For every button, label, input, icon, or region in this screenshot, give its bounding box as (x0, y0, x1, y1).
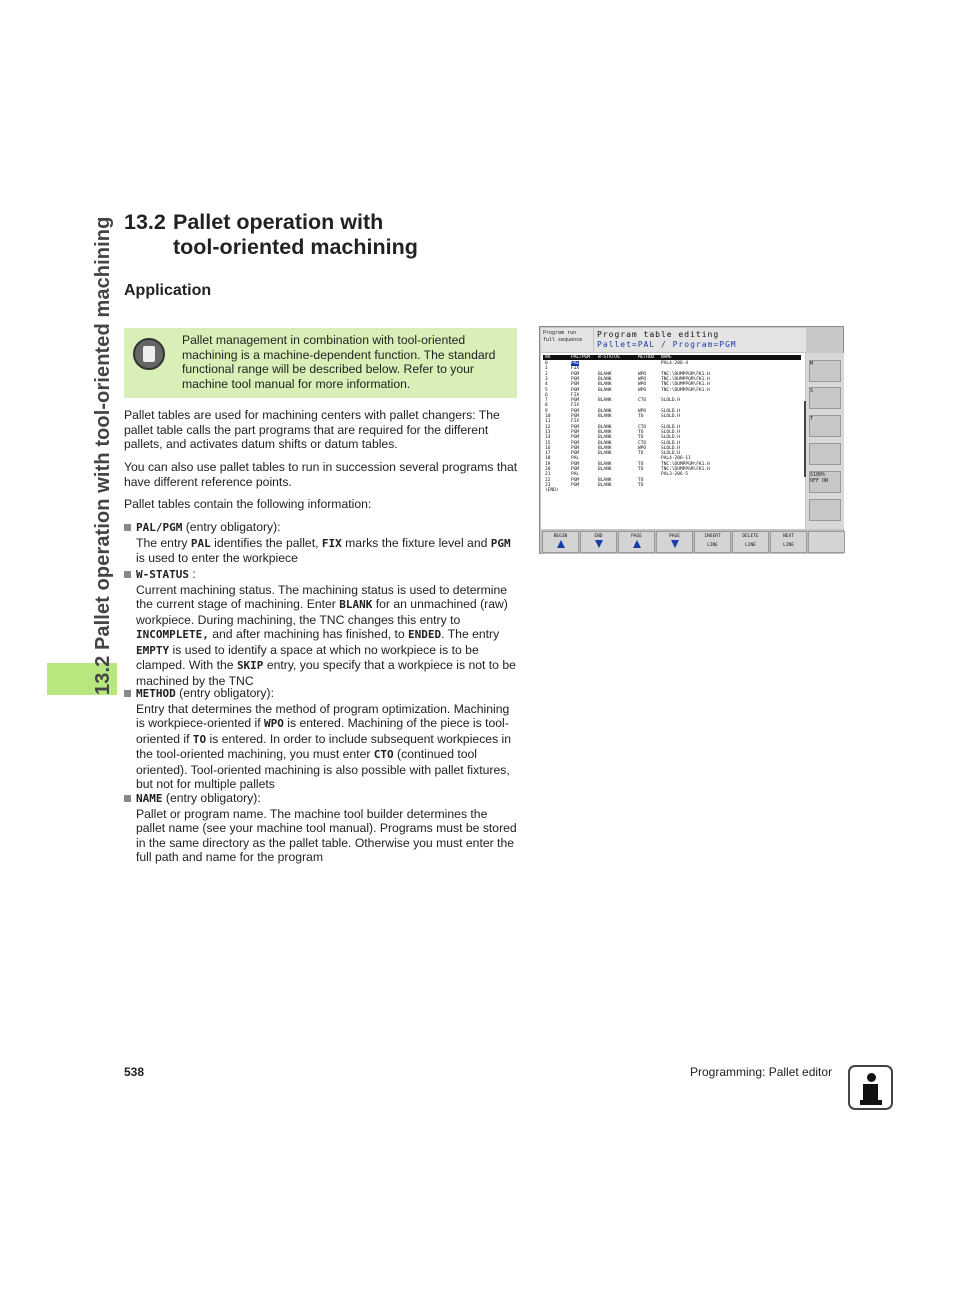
table-cell: BLANK (598, 371, 612, 377)
plus-icon[interactable] (809, 443, 841, 465)
table-cell: (END) (545, 488, 559, 494)
table-cell: METHOD (638, 355, 655, 360)
s-function-button[interactable]: S (809, 387, 841, 409)
table-cell: BLANK (598, 429, 612, 435)
table-cell: BLANK (598, 376, 612, 382)
table-cell: TO (638, 461, 644, 467)
table-cell: 2 (545, 371, 548, 377)
table-cell: BLANK (598, 477, 612, 483)
table-cell: TO (638, 429, 644, 435)
m-function-button[interactable]: M (809, 360, 841, 382)
softkey-end[interactable] (580, 531, 617, 553)
subheading: Application (124, 282, 212, 299)
table-cell: 21 (545, 472, 551, 478)
t-function-button[interactable]: T (809, 415, 841, 437)
bullet-square-icon (124, 571, 131, 578)
softkey-label: PAGE (631, 534, 642, 539)
note-box (124, 328, 517, 398)
softkey-insert-line[interactable] (694, 531, 731, 553)
table-cell: PGM (571, 477, 580, 483)
table-cell: 1 (545, 366, 548, 372)
heading-line2: tool-oriented machining (173, 235, 418, 259)
table-cell: PAL (571, 456, 580, 462)
table-cell: SLOLD.H (661, 424, 680, 430)
softkey-label: LINE (707, 543, 718, 548)
bullet-square-icon (124, 690, 131, 697)
table-cell: 6 (545, 392, 548, 398)
table-cell: 3 (545, 376, 548, 382)
table-cell: TO (638, 435, 644, 441)
table-cell: FIX (571, 392, 580, 398)
table-cell: TO (638, 477, 644, 483)
table-cell: BLANK (598, 398, 612, 404)
table-cell: 8 (545, 403, 548, 409)
table-cell: PAL/PGM (571, 355, 590, 360)
table-cell: WPO (638, 371, 647, 377)
table-cell: WPO (638, 376, 647, 382)
bullet-square-icon (124, 524, 131, 531)
paragraph-1: Pallet tables are used for machining centers with pallet changers: The pallet table calls the part programs that are required for the different pallets, and activates datum shifts or datum tables. (124, 408, 500, 451)
table-cell: PAL (571, 472, 580, 478)
softkey-begin[interactable] (542, 531, 579, 553)
table-cell: PGM (571, 482, 580, 488)
pallet-table (541, 353, 805, 529)
paragraph-2: You can also use pallet tables to run in succession several programs that have different reference points. (124, 460, 518, 489)
section-heading (124, 210, 418, 260)
table-cell: WPO (638, 445, 647, 451)
table-cell: 23 (545, 482, 551, 488)
paragraph-3: Pallet tables contain the following information: (124, 497, 372, 511)
table-cell: 20 (545, 467, 551, 472)
table-cell: NAME (661, 355, 672, 360)
table-cell: PGM (571, 371, 580, 377)
table-cell: 11 (545, 419, 551, 425)
table-cell: BLANK (598, 435, 612, 441)
table-cell: SLOLD.H (661, 414, 680, 419)
arrow-up-icon (557, 540, 565, 548)
table-cell: TNC:\DUMPPGM\FK1.H (661, 371, 710, 377)
note-text: Pallet management in combination with tool-oriented machining is a machine-dependent function. The standard functional range will be described below. Refer to your machine tool manual for more information. (182, 333, 496, 391)
table-cell: TNC:\DUMPPGM\FK1.H (661, 376, 710, 382)
table-cell: 12 (545, 424, 551, 430)
softkey-label: END (594, 534, 603, 539)
table-cell: FIX (571, 366, 580, 372)
table-header-row (543, 355, 801, 360)
table-cell: TNC:\DUMPPGM\FK1.H (661, 387, 710, 393)
tnc-screenshot (539, 326, 844, 554)
minus-icon[interactable] (809, 499, 841, 521)
softkey-page[interactable] (656, 531, 693, 553)
table-cell: BLANK (598, 424, 612, 430)
softkey-bar (541, 530, 844, 554)
table-cell: BLANK (598, 482, 612, 488)
softkey-label: LINE (745, 543, 756, 548)
table-cell: PGM (571, 414, 580, 419)
bullet-method: METHOD (entry obligatory): Entry that determines the method of program optimization. Machining is workpiece-oriented if WPO is entered. Machining of the piece is tool-oriented if TO is entered. In order to include subsequent workpieces in the tool-oriented machining, you must enter CTO (continued tool oriented). Tool-oriented machining is also possible with pallet fixtures, but not for multiple pallets (124, 686, 519, 792)
table-cell: 4 (545, 382, 548, 388)
table-cell: FIX (571, 419, 580, 425)
screen-mode: Program run full sequence (541, 328, 593, 352)
table-cell: 9 (545, 408, 548, 414)
table-cell: PGM (571, 382, 580, 388)
table-cell: TO (638, 467, 644, 472)
table-cell: TNC:\DUMPPGM\FK1.H (661, 467, 710, 472)
bullet-pal-pgm: PAL/PGM (entry obligatory): The entry PAL identifies the pallet, FIX marks the fixture level and PGM is used to enter the workpiece (124, 520, 519, 566)
table-cell: PAL3-206-5 (661, 472, 689, 478)
table-cell: CTO (638, 440, 647, 446)
arrow-up-icon (633, 540, 641, 548)
table-cell: WPO (638, 382, 647, 388)
table-cell: PAL4-206-11 (661, 456, 691, 462)
table-cell: BLANK (598, 440, 612, 446)
table-cell: PGM (571, 429, 580, 435)
table-cell: 22 (545, 477, 551, 483)
table-cell: SLOLD.H (661, 408, 680, 414)
table-cell: BLANK (598, 408, 612, 414)
table-cell: BLANK (598, 387, 612, 393)
softkey-label: PAGE (669, 534, 680, 539)
table-cell: TNC:\DUMPPGM\FK1.H (661, 382, 710, 388)
table-cell: 0 (545, 361, 548, 366)
screen-right-softkeys (806, 353, 844, 529)
table-cell: BLANK (598, 445, 612, 451)
table-cell: TNC:\DUMPPGM\FK1.H (661, 461, 710, 467)
table-cell: 19 (545, 461, 551, 467)
table-cell: PGM (571, 408, 580, 414)
table-cell: NR (545, 355, 551, 360)
table-cell: BLANK (598, 461, 612, 467)
spindle-override-button[interactable]: S100% OFF ON (809, 471, 841, 493)
table-cell: CTO (638, 398, 647, 404)
table-cell: BLANK (598, 451, 612, 457)
table-cell: 15 (545, 440, 551, 446)
softkey-label: NEXT (783, 534, 794, 539)
table-cell: PGM (571, 445, 580, 451)
table-cell: W-STATUS (598, 355, 620, 360)
bullet-square-icon (124, 795, 131, 802)
table-cell: 18 (545, 456, 551, 462)
table-cell: FIX (571, 403, 580, 409)
table-cell: PGM (571, 435, 580, 441)
table-cell: PAL4-206-4 (661, 361, 689, 366)
softkey-delete-line[interactable] (732, 531, 769, 553)
arrow-down-icon (595, 540, 603, 548)
table-cell: SLOLD.H (661, 451, 680, 457)
table-cell: 16 (545, 445, 551, 451)
table-cell: SLOLD.H (661, 440, 680, 446)
softkey-label: LINE (783, 543, 794, 548)
table-cell: 13 (545, 429, 551, 435)
table-cell: CTO (638, 424, 647, 430)
screen-header: Program table editing Pallet=PAL / Program=PGM (594, 328, 806, 352)
table-cell: 17 (545, 451, 551, 457)
bullet-name: NAME (entry obligatory): Pallet or program name. The machine tool builder determines the pallet name (see your machine tool manual). Programs must be stored in the same directory as the pallet table. Otherwise you must enter the full path and name for the program (124, 791, 519, 865)
table-cell: TO (638, 482, 644, 488)
arrow-down-icon (671, 540, 679, 548)
table-cell: PAL (571, 361, 580, 366)
table-cell: PGM (571, 461, 580, 467)
table-cell: PGM (571, 424, 580, 430)
table-cell: SLOLD.H (661, 398, 680, 404)
bullet-w-status: W-STATUS : Current machining status. The machining status is used to determine the current stage of machining. Enter BLANK for an unmachined (raw) workpiece. During machining, the TNC changes this entry to INCOMPLETE, and after machining has finished, to ENDED. The entry EMPTY is used to identify a space at which no workpiece is to be clamped. With the SKIP entry, you specify that a workpiece is not to be machined by the TNC (124, 567, 519, 688)
table-cell: WPO (638, 387, 647, 393)
table-cell: PGM (571, 440, 580, 446)
table-cell: TO (638, 414, 644, 419)
softkey-empty[interactable] (808, 531, 845, 553)
table-cell: TO (638, 451, 644, 457)
table-cell: PGM (571, 451, 580, 457)
table-cell: SLOLD.H (661, 435, 680, 441)
section-number: 13.2 (124, 210, 166, 234)
table-cell: PGM (571, 376, 580, 382)
table-cell: 10 (545, 414, 551, 419)
page-number: 538 (124, 1065, 145, 1079)
softkey-label: INSERT (704, 534, 721, 539)
table-cell: BLANK (598, 414, 612, 419)
table-cell: SLOLD.H (661, 429, 680, 435)
table-cell: PGM (571, 387, 580, 393)
table-cell: PGM (571, 398, 580, 404)
softkey-next-line[interactable] (770, 531, 807, 553)
table-cell: 14 (545, 435, 551, 441)
table-cell: SLOLD.H (661, 445, 680, 451)
footer-chapter: Programming: Pallet editor (690, 1065, 833, 1079)
table-cell: BLANK (598, 467, 612, 472)
table-cell: BLANK (598, 382, 612, 388)
softkey-label: DELETE (742, 534, 759, 539)
table-cell: WPO (638, 408, 647, 414)
softkey-label: BEGIN (553, 534, 568, 539)
softkey-page[interactable] (618, 531, 655, 553)
table-cell: 7 (545, 398, 548, 404)
heading-line1: Pallet operation with (173, 210, 384, 234)
table-cell: PGM (571, 467, 580, 472)
info-icon (848, 1065, 893, 1110)
machine-note-icon (133, 338, 165, 370)
side-tab-title: 13.2 Pallet operation with tool-oriented machining (92, 216, 114, 695)
table-cell: 5 (545, 387, 548, 393)
